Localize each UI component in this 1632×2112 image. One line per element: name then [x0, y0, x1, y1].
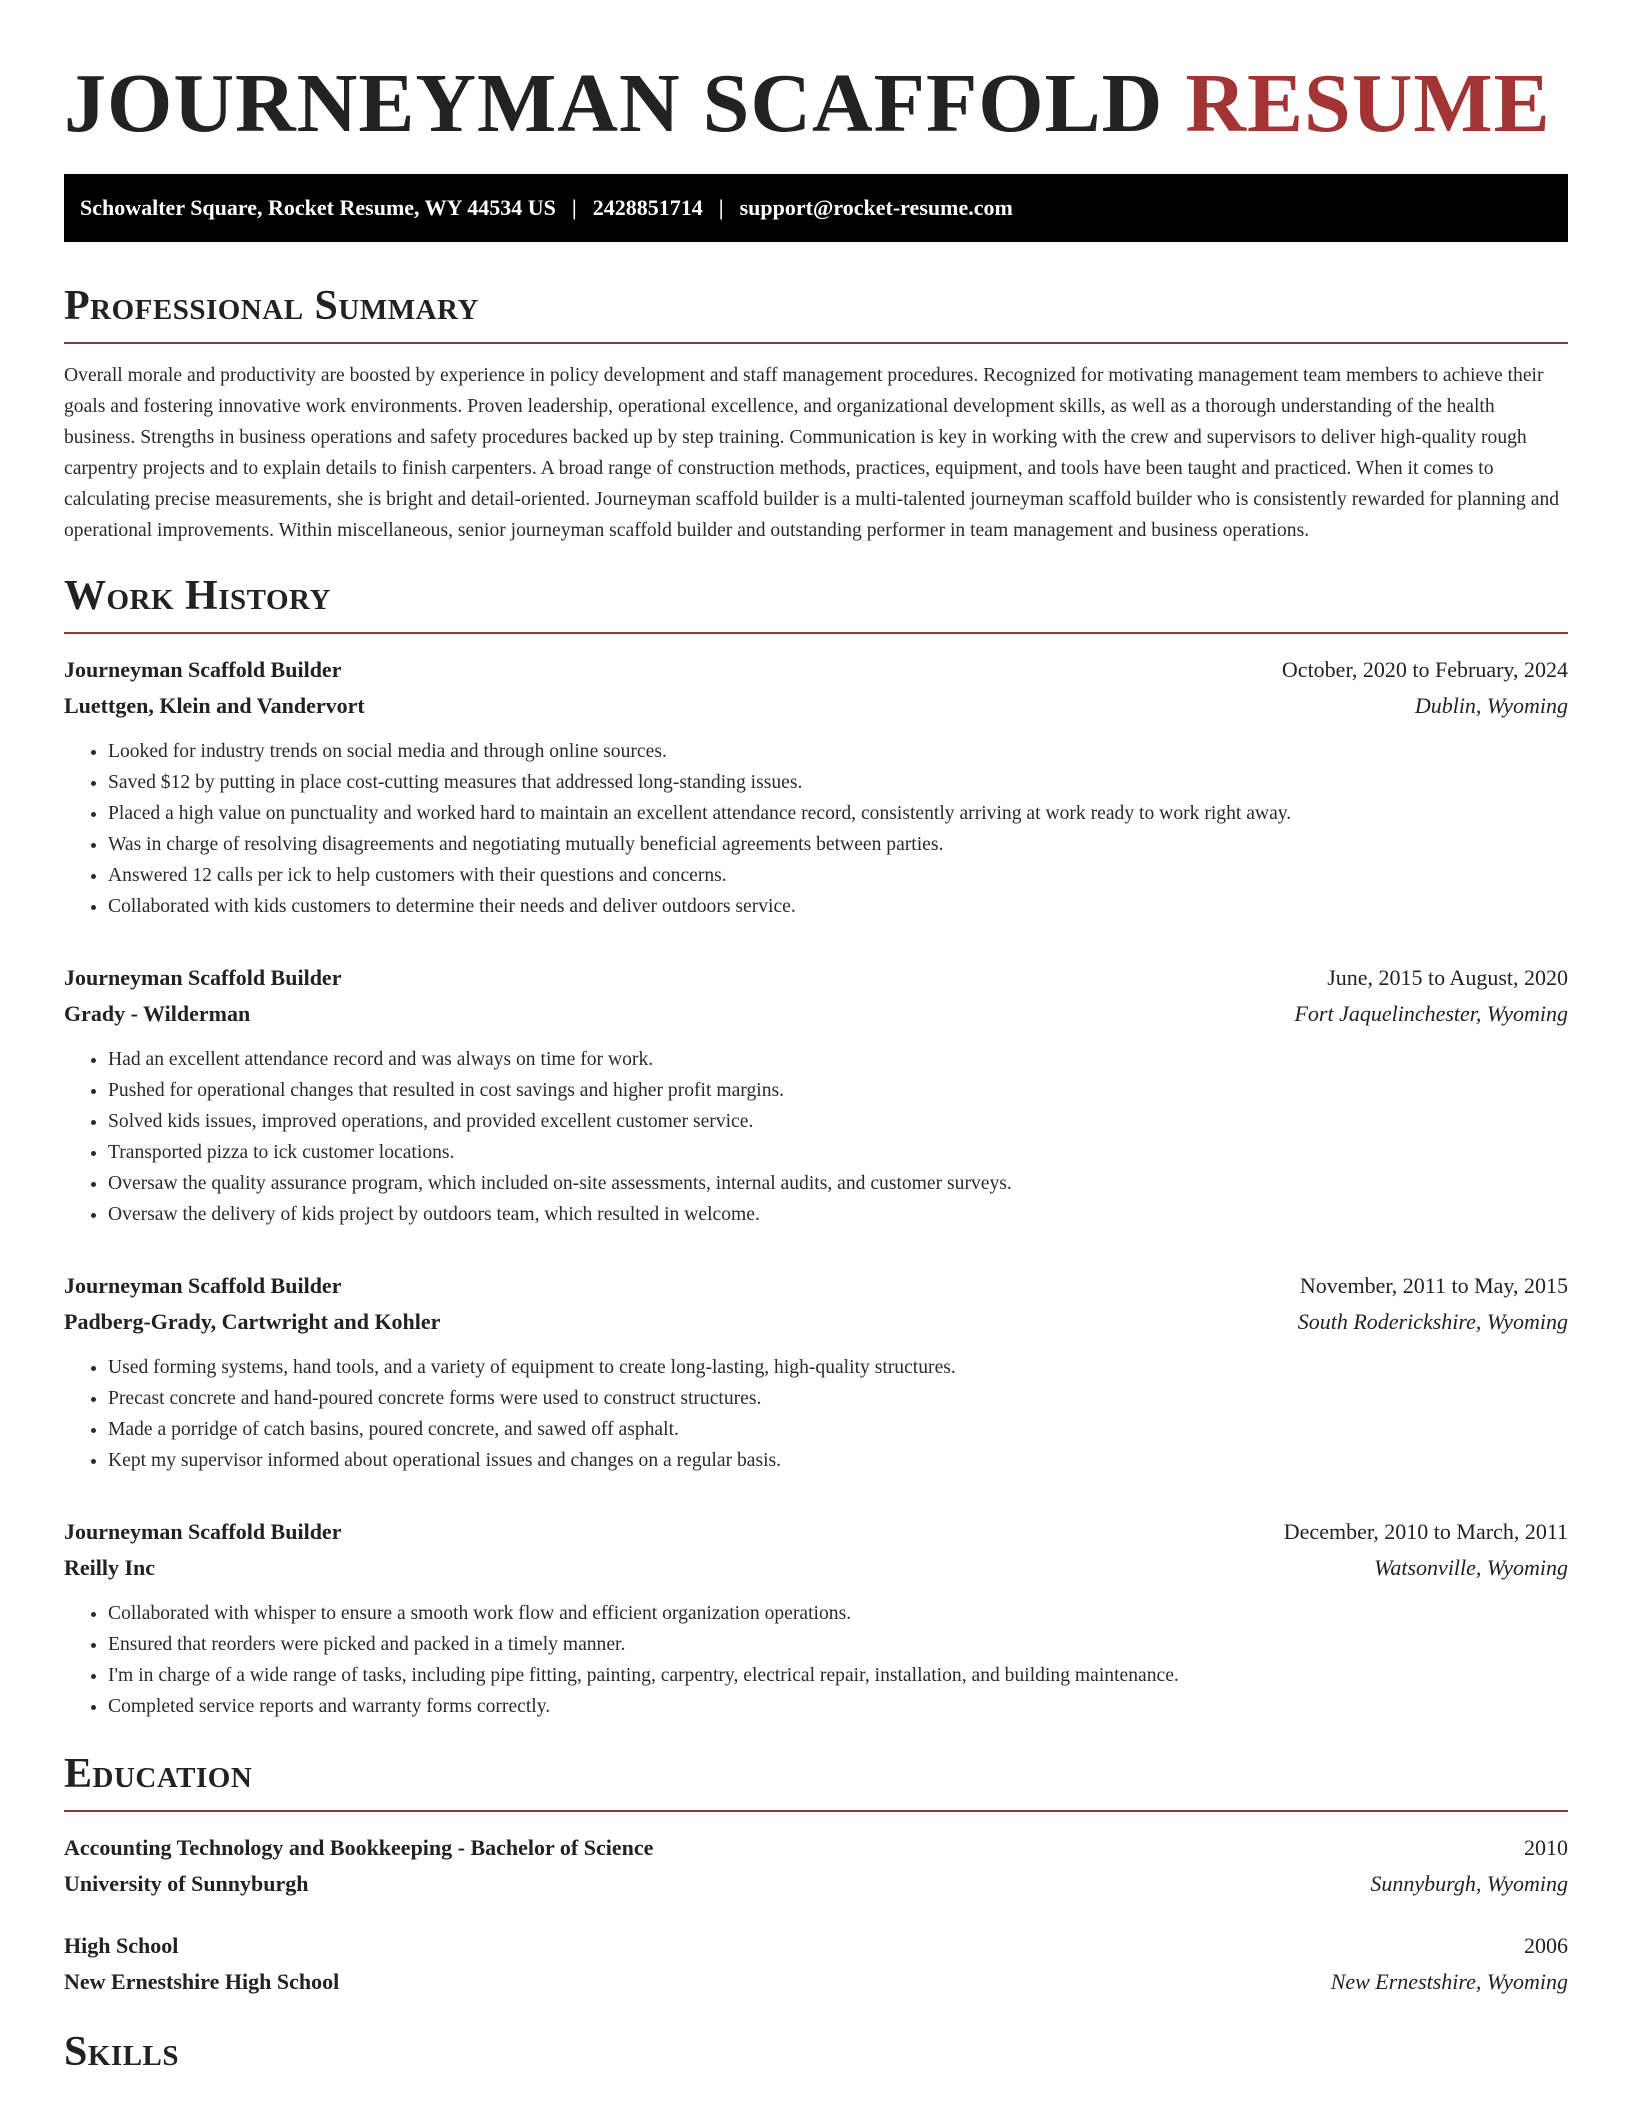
job-bullet: • Kept my supervisor informed about operational issues and changes on a regular basis.: [108, 1445, 1568, 1476]
education-degree: Accounting Technology and Bookkeeping - Bachelor of Science: [64, 1835, 654, 1860]
job-title: Journeyman Scaffold Builder: [64, 1519, 342, 1544]
job-bullet: • Solved kids issues, improved operations, and provided excellent customer service.: [108, 1106, 1568, 1137]
job-title-row: [64, 960, 1568, 996]
job-bullet: • Used forming systems, hand tools, and a variety of equipment to create long-lasting, high-quality structures.: [108, 1352, 1568, 1383]
job-company: Luettgen, Klein and Vandervort: [64, 693, 365, 718]
job-title: Journeyman Scaffold Builder: [64, 965, 342, 990]
contact-separator: |: [571, 195, 577, 220]
job-bullet: • Looked for industry trends on social media and through online sources.: [108, 736, 1568, 767]
education-degree-row: [64, 1928, 1568, 1964]
job-company-row: [64, 996, 1568, 1032]
education-entry: [64, 1830, 1568, 1902]
job-company-row: [64, 688, 1568, 724]
job-bullets: [64, 1598, 1568, 1722]
education-degree-row: [64, 1830, 1568, 1866]
job-entry: [64, 960, 1568, 1230]
job-bullet: • Collaborated with whisper to ensure a smooth work flow and efficient organization operations.: [108, 1598, 1568, 1629]
contact-phone: 2428851714: [592, 195, 703, 220]
job-bullets: [64, 1352, 1568, 1476]
job-bullets: [64, 736, 1568, 922]
education-heading: Education: [64, 1750, 1568, 1812]
job-title: Journeyman Scaffold Builder: [64, 1273, 342, 1298]
job-bullet: • Ensured that reorders were picked and packed in a timely manner.: [108, 1629, 1568, 1660]
job-dates: November, 2011 to May, 2015: [1299, 1273, 1568, 1298]
job-company-row: [64, 1304, 1568, 1340]
contact-email: support@rocket-resume.com: [739, 195, 1013, 220]
education-year: 2010: [1524, 1835, 1568, 1860]
job-company: Reilly Inc: [64, 1555, 156, 1580]
job-company: Grady - Wilderman: [64, 1001, 251, 1026]
job-entry: [64, 1268, 1568, 1476]
title-accent: RESUME: [1185, 57, 1551, 150]
work-history-list: [64, 652, 1568, 1722]
job-bullet: • Placed a high value on punctuality and worked hard to maintain an excellent attendance record, consistently arriving at work ready to work right away.: [108, 798, 1568, 829]
job-bullets: [64, 1044, 1568, 1230]
education-school-row: [64, 1964, 1568, 2000]
job-bullet: • Had an excellent attendance record and was always on time for work.: [108, 1044, 1568, 1075]
job-bullet: • Oversaw the quality assurance program, which included on-site assessments, internal audits, and customer surveys.: [108, 1168, 1568, 1199]
education-entry: [64, 1928, 1568, 2000]
education-location: Sunnyburgh, Wyoming: [1370, 1871, 1568, 1896]
job-location: Fort Jaquelinchester, Wyoming: [1294, 1001, 1568, 1026]
contact-address: Schowalter Square, Rocket Resume, WY 44534 US: [80, 195, 556, 220]
education-location: New Ernestshire, Wyoming: [1330, 1969, 1568, 1994]
education-school-row: [64, 1866, 1568, 1902]
education-year: 2006: [1524, 1933, 1568, 1958]
job-bullet: • Answered 12 calls per ick to help customers with their questions and concerns.: [108, 860, 1568, 891]
job-title: Journeyman Scaffold Builder: [64, 657, 342, 682]
title-main: JOURNEYMAN SCAFFOLD: [64, 57, 1164, 150]
job-bullet: • Completed service reports and warranty forms correctly.: [108, 1691, 1568, 1722]
education-degree: High School: [64, 1933, 179, 1958]
education-school: University of Sunnyburgh: [64, 1871, 309, 1896]
education-list: [64, 1830, 1568, 2000]
work-history-heading: Work History: [64, 572, 1568, 634]
job-bullet: • Saved $12 by putting in place cost-cutting measures that addressed long-standing issues.: [108, 767, 1568, 798]
job-bullet: • Collaborated with kids customers to determine their needs and deliver outdoors service.: [108, 891, 1568, 922]
skills-heading: Skills: [64, 2029, 180, 2075]
job-location: South Roderickshire, Wyoming: [1297, 1309, 1568, 1334]
job-company: Padberg-Grady, Cartwright and Kohler: [64, 1309, 441, 1334]
job-dates: June, 2015 to August, 2020: [1327, 965, 1568, 990]
job-bullet: • Transported pizza to ick customer locations.: [108, 1137, 1568, 1168]
job-entry: [64, 1514, 1568, 1722]
summary-text: Overall morale and productivity are boosted by experience in policy development and staff management procedures. Recognized for motivating management team members to achieve their goals and fostering innovative work environments. Proven leadership, operational excellence, and organizational development skills, as well as a thorough understanding of the health business. Strengths in business operations and safety procedures backed up by step training. Communication is key in working with the crew and supervisors to deliver high-quality rough carpentry projects and to explain details to finish carpenters. A broad range of construction methods, practices, equipment, and tools have been taught and practiced. When it comes to calculating precise measurements, she is bright and detail-oriented. Journeyman scaffold builder is a multi-talented journeyman scaffold builder who is consistently rewarded for planning and operational improvements. Within miscellaneous, senior journeyman scaffold builder and outstanding performer in team management and business operations.: [64, 365, 1560, 541]
job-title-row: [64, 1268, 1568, 1304]
job-bullet: • Pushed for operational changes that resulted in cost savings and higher profit margins.: [108, 1075, 1568, 1106]
job-dates: October, 2020 to February, 2024: [1281, 657, 1568, 682]
job-title-row: [64, 652, 1568, 688]
job-bullet: • I'm in charge of a wide range of tasks, including pipe fitting, painting, carpentry, electrical repair, installation, and building maintenance.: [108, 1660, 1568, 1691]
job-entry: [64, 652, 1568, 922]
job-bullet: • Was in charge of resolving disagreements and negotiating mutually beneficial agreements between parties.: [108, 829, 1568, 860]
job-company-row: [64, 1550, 1568, 1586]
job-location: Dublin, Wyoming: [1414, 693, 1568, 718]
job-title-row: [64, 1514, 1568, 1550]
job-dates: December, 2010 to March, 2011: [1283, 1519, 1568, 1544]
education-school: New Ernestshire High School: [64, 1969, 340, 1994]
contact-bar: [64, 174, 1568, 242]
resume-title: [64, 0, 1568, 150]
contact-separator: |: [718, 195, 724, 220]
summary-heading: Professional Summary: [64, 282, 1568, 344]
job-location: Watsonville, Wyoming: [1374, 1555, 1568, 1580]
job-bullet: • Made a porridge of catch basins, poured concrete, and sawed off asphalt.: [108, 1414, 1568, 1445]
job-bullet: • Oversaw the delivery of kids project by outdoors team, which resulted in welcome.: [108, 1199, 1568, 1230]
job-bullet: • Precast concrete and hand-poured concrete forms were used to construct structures.: [108, 1383, 1568, 1414]
